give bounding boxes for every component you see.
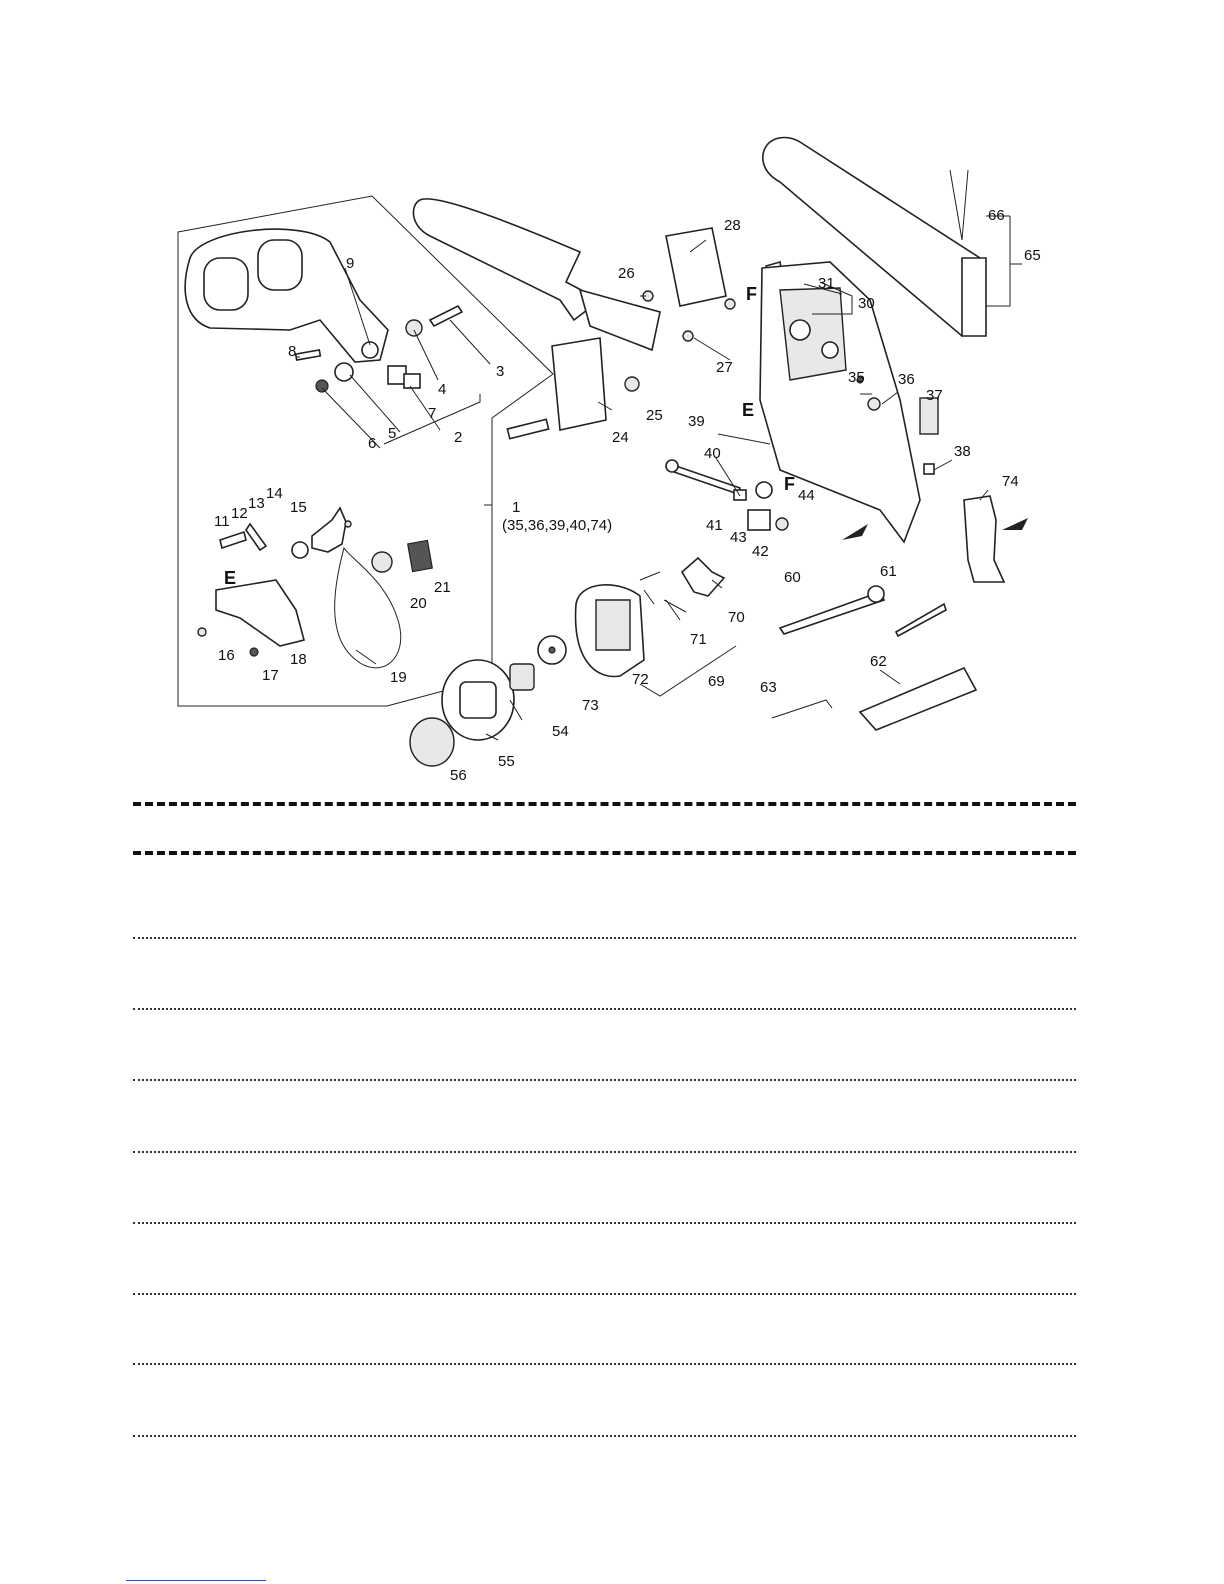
callout: 54 (552, 723, 569, 740)
callout: 7 (428, 405, 437, 422)
callout: 55 (498, 753, 515, 770)
callout: 27 (716, 359, 733, 376)
table-row-rule (133, 937, 1076, 939)
callout: 17 (262, 667, 279, 684)
callout: 62 (870, 653, 887, 670)
callout: 39 (688, 413, 705, 430)
guide-bar (413, 199, 600, 320)
callout: 3 (496, 363, 505, 380)
callout: 41 (706, 517, 723, 534)
callout: 8 (288, 343, 297, 360)
arrow-left (842, 524, 868, 540)
callout: 71 (690, 631, 707, 648)
arrow-right (1002, 518, 1028, 530)
callout: 19 (390, 669, 407, 686)
callout: 69 (708, 673, 725, 690)
callout: 1 (512, 499, 521, 516)
callout: 66 (988, 207, 1005, 224)
callout: 16 (218, 647, 235, 664)
clutch-drum (410, 636, 566, 766)
marker-e-cover: E (742, 400, 755, 420)
callout: 65 (1024, 247, 1041, 264)
callout: 37 (926, 387, 943, 404)
callout: 11 (214, 513, 230, 530)
callout: 9 (346, 255, 355, 272)
marker-f-plate: F (746, 284, 757, 304)
callout: 56 (450, 767, 467, 784)
callout: 44 (798, 487, 815, 504)
front-hand-guard (185, 229, 388, 362)
table-header-rule-top (133, 802, 1076, 806)
clutch-cover (760, 262, 938, 542)
callout: 6 (368, 435, 377, 452)
chain-tensioner (666, 460, 788, 530)
table-row-rule (133, 1363, 1076, 1365)
callout: (35,36,39,40,74) (502, 517, 613, 534)
callout: 5 (388, 425, 397, 442)
callout: 35 (848, 369, 865, 386)
callout: 18 (290, 651, 307, 668)
callout: 42 (752, 543, 769, 560)
callout: 26 (618, 265, 635, 282)
marker-e-brake: E (224, 568, 237, 588)
part-74 (964, 496, 1004, 582)
callout: 2 (454, 429, 463, 446)
callout: 12 (231, 505, 248, 522)
callout: 72 (632, 671, 649, 688)
callout: 28 (724, 217, 741, 234)
callout: 38 (954, 443, 971, 460)
callout: 40 (704, 445, 721, 462)
clutch-assembly (576, 558, 724, 676)
callout: 70 (728, 609, 745, 626)
table-header-rule-bottom (133, 851, 1076, 855)
callout: 13 (248, 495, 265, 512)
callout: 63 (760, 679, 777, 696)
callout: 20 (410, 595, 427, 612)
table-row-rule (133, 1008, 1076, 1010)
callout: 24 (612, 429, 629, 446)
callout: 61 (880, 563, 897, 580)
marker-f-cover: F (784, 474, 795, 494)
callout: 73 (582, 697, 599, 714)
table-row-rule (133, 1435, 1076, 1437)
callout: 4 (438, 381, 447, 398)
callout: 25 (646, 407, 663, 424)
callout: 36 (898, 371, 915, 388)
callout: 74 (1002, 473, 1019, 490)
callout: 21 (434, 579, 451, 596)
table-row-rule (133, 1293, 1076, 1295)
callout: 14 (266, 485, 283, 502)
table-row-rule (133, 1222, 1076, 1224)
table-row-rule (133, 1079, 1076, 1081)
callout: 43 (730, 529, 747, 546)
callout: 30 (858, 295, 875, 312)
table-row-rule (133, 1151, 1076, 1153)
callout: 60 (784, 569, 801, 586)
callout: 31 (818, 275, 835, 292)
callout: 15 (290, 499, 307, 516)
footer-link-underline[interactable] (126, 1580, 266, 1581)
